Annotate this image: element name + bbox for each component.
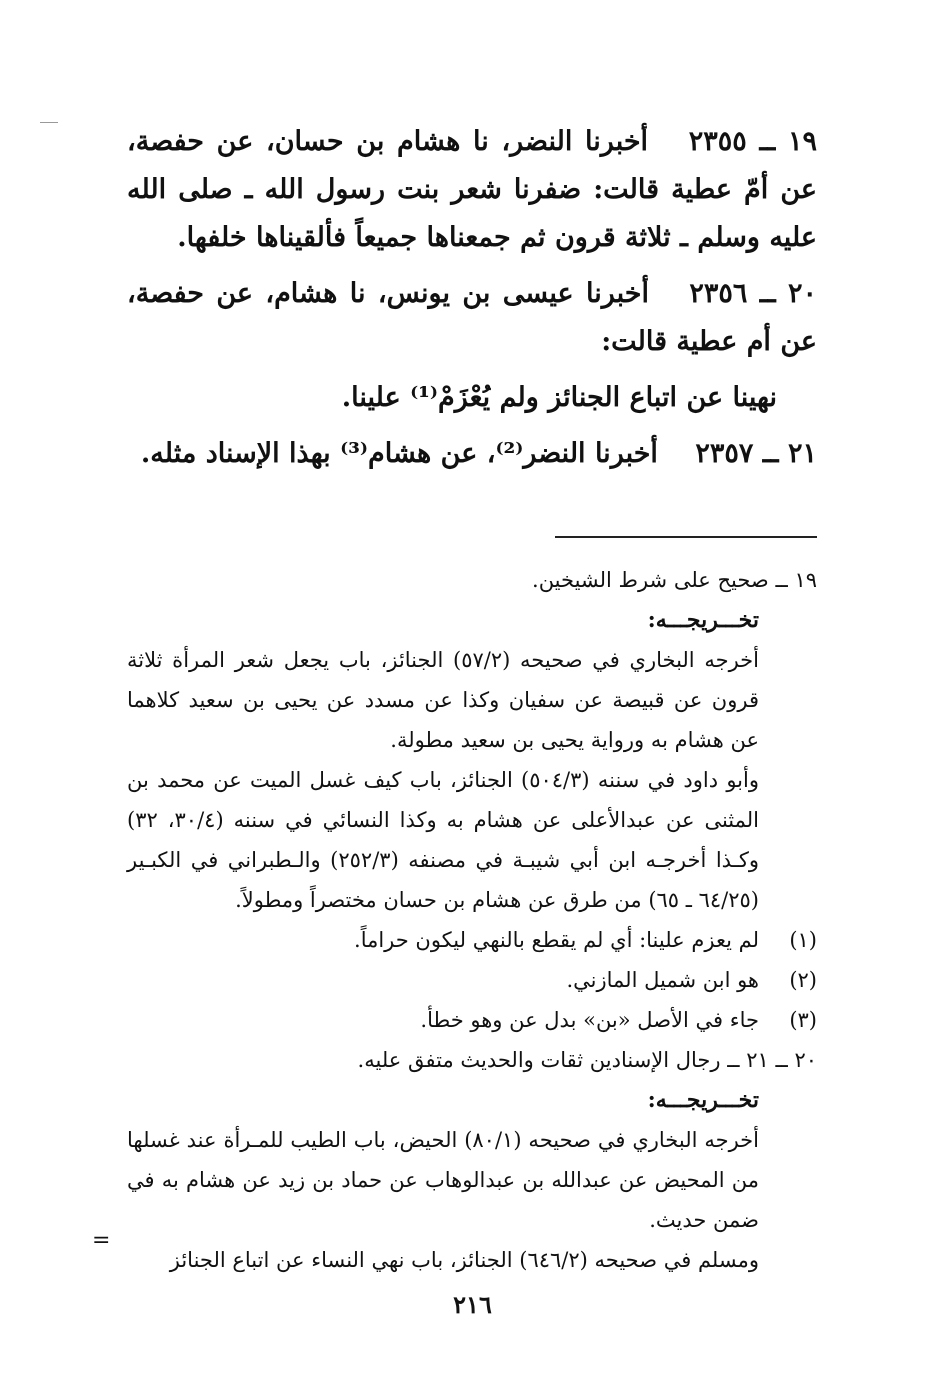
- hadith-text: نهينا عن اتباع الجنائز ولم يُعْزَمْ⁽¹⁾ علينا.: [341, 382, 777, 413]
- takhrij-paragraph: أخرجه البخاري في صحيحه (٥٧/٢) الجنائز، باب يجعل شعر المرأة ثلاثة قرون عن قبيصة عن سفيان وكذا عن مسدد عن يحيى بن سعيد كلاهما عن هشام به ورواية يحيى بن سعيد مطولة.: [127, 648, 759, 752]
- takhrij-paragraph: أخرجه البخاري في صحيحه (٨٠/١) الحيض، باب الطيب للمـرأة عند غسلها من المحيض عن عبدالله بن عبدالوهاب عن حماد بن زيد عن هشام به في ضمن حديث.: [127, 1128, 759, 1232]
- hadith-number: ١٩ ــ ٢٣٥٥: [688, 126, 817, 157]
- hadith-text: أخبرنا النضر، نا هشام بن حسان، عن حفصة، عن أمّ عطية قالت: ضفرنا شعر بنت رسول الله ـ صلى الله عليه وسلم ـ ثلاثة قرون ثم جمعناها جميعاً فألقيناها خلفها.: [127, 126, 817, 253]
- footnote-number: (١): [789, 928, 817, 952]
- hadith-text: أخبرنا عيسى بن يونس، نا هشام، عن حفصة، عن أم عطية قالت:: [127, 278, 817, 357]
- hadith-2355: [127, 118, 817, 262]
- continuation-mark: =: [92, 1228, 111, 1253]
- main-text: [127, 118, 817, 486]
- footnote-text: جاء في الأصل «بن» بدل عن وهو خطأ.: [420, 1008, 759, 1032]
- note-19-label: ١٩ ــ صحيح على شرط الشيخين.: [532, 568, 817, 592]
- footnote-number: (٣): [789, 1008, 817, 1032]
- note-20-21-label: ٢٠ ــ ٢١ ــ رجال الإسنادين ثقات والحديث متفق عليه.: [357, 1048, 817, 1072]
- page-number: ٢١٦: [453, 1290, 492, 1319]
- takhrij-heading: تخـــريجـــه:: [647, 1087, 759, 1113]
- footnote-item: [127, 960, 817, 1000]
- hadith-2357: [127, 430, 817, 478]
- footnote-item: [127, 920, 817, 960]
- footnote-number: (٢): [789, 968, 817, 992]
- hadith-2356-matn: [127, 374, 817, 422]
- takhrij-paragraph: وأبو داود في سننه (٥٠٤/٣) الجنائز، باب كيف غسل الميت عن محمد بن المثنى عن عبدالأعلى عن هشام به وكذا النسائي في سننه (٣٠/٤، ٣٢) وكـذا أخرجـه ابن أبي شيبـة في مصنفه (٢٥٢/٣) والـطبراني في الكبـير (٦٤/٢٥ ـ ٦٥) من طرق عن هشام بن حسان مختصراً ومطولاً.: [127, 768, 759, 912]
- hadith-number: ٢١ ــ ٢٣٥٧: [695, 438, 817, 469]
- margin-mark: [40, 122, 58, 123]
- hadith-number: ٢٠ ــ ٢٣٥٦: [689, 278, 817, 309]
- footnote-divider: [555, 536, 817, 538]
- footnote-item: [127, 1000, 817, 1040]
- takhrij-heading: تخـــريجـــه:: [647, 607, 759, 633]
- hadith-2356: [127, 270, 817, 366]
- footnote-text: هو ابن شميل المازني.: [566, 968, 759, 992]
- footnote-text: لم يعزم علينا: أي لم يقطع بالنهي ليكون حراماً.: [354, 928, 759, 952]
- takhrij-paragraph: ومسلم في صحيحه (٦٤٦/٢) الجنائز، باب نهي النساء عن اتباع الجنائز: [169, 1248, 759, 1272]
- footnotes-section: [127, 560, 817, 1280]
- hadith-text: أخبرنا النضر⁽²⁾، عن هشام⁽³⁾ بهذا الإسناد مثله.: [140, 438, 658, 469]
